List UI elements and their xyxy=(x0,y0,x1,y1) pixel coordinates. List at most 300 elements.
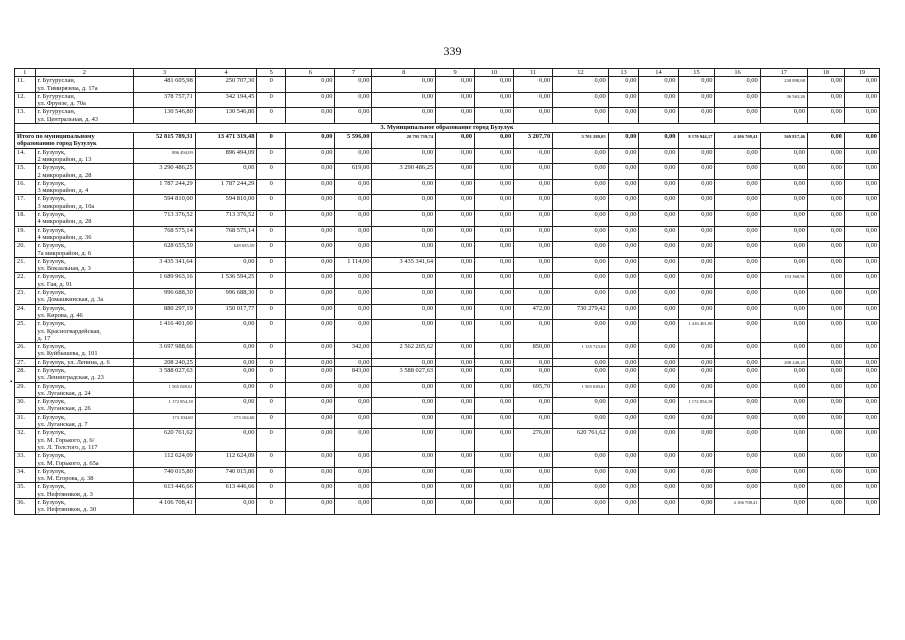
value-cell: 0,00 xyxy=(195,366,257,382)
value-cell: 0,00 xyxy=(608,429,639,452)
column-number: 1 xyxy=(15,69,36,77)
table-row xyxy=(15,164,880,180)
total-value: 20 795 719,74 xyxy=(372,133,436,149)
value-cell: 0,00 xyxy=(372,382,436,398)
value-cell: 0,00 xyxy=(286,226,335,242)
row-number: 34. xyxy=(15,467,36,483)
value-cell: 1 114,00 xyxy=(335,257,372,273)
value-cell: 0,00 xyxy=(715,242,760,258)
row-number: 23. xyxy=(15,289,36,305)
value-cell: 0,00 xyxy=(335,226,372,242)
value-cell: 0,00 xyxy=(475,273,514,289)
value-cell: 0,00 xyxy=(715,398,760,414)
table-row xyxy=(15,77,880,93)
value-cell: 0 xyxy=(257,195,286,211)
value-cell: 0,00 xyxy=(475,398,514,414)
value-cell: 0,00 xyxy=(807,273,844,289)
value-cell: 1 787 244,29 xyxy=(195,179,257,195)
value-cell: 3 290 486,25 xyxy=(372,164,436,180)
value-cell: 0 xyxy=(257,211,286,227)
value-cell: 0,00 xyxy=(372,320,436,343)
value-cell: 0,00 xyxy=(608,273,639,289)
row-number: 26. xyxy=(15,343,36,359)
value-cell: 0,00 xyxy=(639,382,678,398)
column-number: 2 xyxy=(35,69,134,77)
value-cell: 0,00 xyxy=(553,289,608,305)
value-cell: 1 172 854,18 xyxy=(134,398,196,414)
value-cell: 0,00 xyxy=(844,164,879,180)
total-value: 0,00 xyxy=(286,133,335,149)
value-cell: 0,00 xyxy=(436,398,475,414)
value-cell: 0,00 xyxy=(608,195,639,211)
value-cell: 0,00 xyxy=(760,429,807,452)
total-value: 0,00 xyxy=(475,133,514,149)
value-cell: 0,00 xyxy=(844,257,879,273)
value-cell: 0 xyxy=(257,289,286,305)
address-cell xyxy=(35,92,134,108)
table-row xyxy=(15,179,880,195)
value-cell: 0,00 xyxy=(335,148,372,164)
value-cell: 0,00 xyxy=(760,366,807,382)
address-line: г. Бузулук, xyxy=(37,257,66,265)
value-cell: 0,00 xyxy=(372,77,436,93)
value-cell: 0,00 xyxy=(553,164,608,180)
value-cell: 0,00 xyxy=(715,382,760,398)
value-cell: 0,00 xyxy=(286,413,335,429)
value-cell: 0,00 xyxy=(678,429,715,452)
address-cell xyxy=(35,382,134,398)
value-cell: 0,00 xyxy=(286,467,335,483)
value-cell: 0,00 xyxy=(760,211,807,227)
value-cell: 0,00 xyxy=(844,148,879,164)
value-cell: 880 297,19 xyxy=(134,304,196,320)
value-cell: 0,00 xyxy=(553,77,608,93)
value-cell: 0,00 xyxy=(372,429,436,452)
address-line: ул. Фрунзе, д. 70а xyxy=(37,100,86,108)
value-cell: 36 563,26 xyxy=(760,92,807,108)
value-cell: 896 494,09 xyxy=(134,148,196,164)
value-cell: 0,00 xyxy=(844,413,879,429)
value-cell: 0,00 xyxy=(286,242,335,258)
row-number: 29. xyxy=(15,382,36,398)
value-cell: 0 xyxy=(257,398,286,414)
value-cell: 0,00 xyxy=(195,164,257,180)
address-line: 3 микрорайон, д. 10а xyxy=(37,202,95,210)
table-row xyxy=(15,148,880,164)
value-cell: 594 810,00 xyxy=(134,195,196,211)
value-cell: 0,00 xyxy=(436,483,475,499)
value-cell: 0,00 xyxy=(639,179,678,195)
value-cell: 0,00 xyxy=(372,304,436,320)
value-cell: 0,00 xyxy=(807,77,844,93)
total-value: 4 106 708,41 xyxy=(715,133,760,149)
value-cell: 0,00 xyxy=(372,226,436,242)
value-cell: 0,00 xyxy=(678,92,715,108)
value-cell: 619,00 xyxy=(335,164,372,180)
value-cell: 0,00 xyxy=(639,499,678,515)
value-cell: 0,00 xyxy=(372,92,436,108)
value-cell: 0,00 xyxy=(195,382,257,398)
value-cell: 0,00 xyxy=(844,499,879,515)
table-row xyxy=(15,358,880,366)
row-number: 31. xyxy=(15,413,36,429)
total-label-line: Итого по муниципальному xyxy=(17,133,95,141)
address-line: ул. М. Егорова, д. 38 xyxy=(37,475,94,483)
value-cell: 0,00 xyxy=(335,483,372,499)
row-number: 11. xyxy=(15,77,36,93)
value-cell: 0,00 xyxy=(639,289,678,305)
section-title: 3. Муниципальное образование город Бузулук xyxy=(15,124,880,133)
value-cell: 4 106 708,41 xyxy=(134,499,196,515)
value-cell: 0,00 xyxy=(715,195,760,211)
value-cell: 0,00 xyxy=(760,179,807,195)
address-line: ул. Луганская, д. 7 xyxy=(37,421,88,429)
value-cell: 0,00 xyxy=(514,226,553,242)
row-number: 15. xyxy=(15,164,36,180)
address-line: г. Бузулук, xyxy=(37,304,66,312)
value-cell: 0,00 xyxy=(844,452,879,468)
value-cell: 153 368,91 xyxy=(760,273,807,289)
column-number: 16 xyxy=(715,69,760,77)
address-cell xyxy=(35,164,134,180)
value-cell: 0,00 xyxy=(195,499,257,515)
value-cell: 0,00 xyxy=(608,452,639,468)
value-cell: 0,00 xyxy=(715,429,760,452)
value-cell: 0,00 xyxy=(436,366,475,382)
address-line: 3 микрорайон, д. 4 xyxy=(37,187,89,195)
value-cell: 0,00 xyxy=(844,289,879,305)
value-cell: 0,00 xyxy=(553,195,608,211)
address-line: г. Бугуруслан, xyxy=(37,77,76,85)
value-cell: 0,00 xyxy=(475,499,514,515)
value-cell: 0,00 xyxy=(608,398,639,414)
row-number: 16. xyxy=(15,179,36,195)
value-cell: 0,00 xyxy=(436,148,475,164)
value-cell: 0 xyxy=(257,366,286,382)
value-cell: 0,00 xyxy=(335,211,372,227)
value-cell: 0,00 xyxy=(514,499,553,515)
value-cell: 0,00 xyxy=(844,398,879,414)
value-cell: 0 xyxy=(257,92,286,108)
address-line: ул. Луганская, д. 26 xyxy=(37,405,91,413)
value-cell: 0,00 xyxy=(844,242,879,258)
value-cell: 0,00 xyxy=(475,164,514,180)
value-cell: 0,00 xyxy=(844,77,879,93)
value-cell: 0,00 xyxy=(475,366,514,382)
value-cell: 0,00 xyxy=(514,164,553,180)
value-cell: 1 135 723,04 xyxy=(553,343,608,359)
value-cell: 0,00 xyxy=(678,226,715,242)
value-cell: 173 104,60 xyxy=(195,413,257,429)
value-cell: 0,00 xyxy=(372,273,436,289)
value-cell: 0,00 xyxy=(372,108,436,124)
value-cell: 0,00 xyxy=(553,467,608,483)
value-cell: 0,00 xyxy=(436,382,475,398)
total-row xyxy=(15,133,880,149)
row-number: 13. xyxy=(15,108,36,124)
table-row xyxy=(15,343,880,359)
value-cell: 0,00 xyxy=(678,242,715,258)
value-cell: 0,00 xyxy=(436,429,475,452)
address-line: 2 микрорайон, д. 13 xyxy=(37,155,92,163)
section-row xyxy=(15,124,880,133)
page-number: 339 xyxy=(443,44,462,58)
value-cell: 130 546,80 xyxy=(134,108,196,124)
value-cell: 0,00 xyxy=(475,382,514,398)
value-cell: 0,00 xyxy=(760,499,807,515)
value-cell: 0 xyxy=(257,499,286,515)
value-cell: 0 xyxy=(257,164,286,180)
value-cell: 0,00 xyxy=(436,211,475,227)
row-number: 12. xyxy=(15,92,36,108)
value-cell: 0,00 xyxy=(286,148,335,164)
table-row xyxy=(15,108,880,124)
value-cell: 0,00 xyxy=(678,483,715,499)
value-cell: 0,00 xyxy=(608,148,639,164)
value-cell: 0,00 xyxy=(436,195,475,211)
value-cell: 0,00 xyxy=(372,242,436,258)
address-cell xyxy=(35,289,134,305)
value-cell: 0,00 xyxy=(372,499,436,515)
value-cell: 0,00 xyxy=(715,273,760,289)
value-cell: 0,00 xyxy=(286,304,335,320)
value-cell: 0,00 xyxy=(475,320,514,343)
value-cell: 0,00 xyxy=(639,398,678,414)
value-cell: 0 xyxy=(257,343,286,359)
value-cell: 342,00 xyxy=(335,343,372,359)
value-cell: 0,00 xyxy=(807,467,844,483)
address-line: г. Бузулук, xyxy=(37,366,66,374)
value-cell: 0,00 xyxy=(807,289,844,305)
value-cell: 481 605,98 xyxy=(134,77,196,93)
value-cell: 1 565 049,61 xyxy=(553,382,608,398)
address-line: ул. Луганская, д. 24 xyxy=(37,389,91,397)
value-cell: 0,00 xyxy=(760,257,807,273)
table-row xyxy=(15,413,880,429)
value-cell: 0,00 xyxy=(286,108,335,124)
value-cell: 0,00 xyxy=(372,467,436,483)
value-cell: 0,00 xyxy=(715,179,760,195)
value-cell: 378 757,71 xyxy=(134,92,196,108)
value-cell: 0,00 xyxy=(639,108,678,124)
total-value: 569 817,46 xyxy=(760,133,807,149)
value-cell: 0,00 xyxy=(678,304,715,320)
address-cell xyxy=(35,77,134,93)
table-row xyxy=(15,499,880,515)
column-number: 3 xyxy=(134,69,196,77)
address-cell xyxy=(35,148,134,164)
value-cell: 0,00 xyxy=(553,366,608,382)
value-cell: 0,00 xyxy=(639,226,678,242)
value-cell: 628 655,59 xyxy=(195,242,257,258)
value-cell: 0,00 xyxy=(678,452,715,468)
value-cell: 0 xyxy=(257,257,286,273)
value-cell: 0,00 xyxy=(335,242,372,258)
value-cell: 0,00 xyxy=(335,413,372,429)
column-number: 12 xyxy=(553,69,608,77)
value-cell: 0,00 xyxy=(335,382,372,398)
value-cell: 0,00 xyxy=(286,429,335,452)
value-cell: 0,00 xyxy=(475,92,514,108)
value-cell: 0,00 xyxy=(678,195,715,211)
table-row xyxy=(15,366,880,382)
value-cell: 740 015,80 xyxy=(134,467,196,483)
address-line: ул. Тимирязева, д. 17а xyxy=(37,84,98,92)
value-cell: 0,00 xyxy=(807,366,844,382)
value-cell: 0,00 xyxy=(715,413,760,429)
value-cell: 0,00 xyxy=(475,452,514,468)
value-cell: 0,00 xyxy=(715,148,760,164)
value-cell: 0,00 xyxy=(335,398,372,414)
value-cell: 0,00 xyxy=(807,413,844,429)
value-cell: 0 xyxy=(257,382,286,398)
value-cell: 0,00 xyxy=(436,304,475,320)
value-cell: 0,00 xyxy=(639,358,678,366)
value-cell: 0,00 xyxy=(807,483,844,499)
value-cell: 0,00 xyxy=(553,226,608,242)
row-number: 19. xyxy=(15,226,36,242)
row-number: 36. xyxy=(15,499,36,515)
value-cell: 0,00 xyxy=(678,257,715,273)
value-cell: 0,00 xyxy=(372,413,436,429)
value-cell: 0,00 xyxy=(639,320,678,343)
value-cell: 0,00 xyxy=(678,108,715,124)
value-cell: 0,00 xyxy=(553,358,608,366)
value-cell: 0,00 xyxy=(608,164,639,180)
row-number: 14. xyxy=(15,148,36,164)
value-cell: 0,00 xyxy=(639,429,678,452)
value-cell: 0,00 xyxy=(286,289,335,305)
value-cell: 0,00 xyxy=(608,304,639,320)
value-cell: 0,00 xyxy=(475,226,514,242)
row-number: 30. xyxy=(15,398,36,414)
value-cell: 0,00 xyxy=(608,257,639,273)
address-line: г. Бузулук, xyxy=(37,499,66,507)
margin-mark: • xyxy=(10,378,13,386)
value-cell: 0,00 xyxy=(335,429,372,452)
value-cell: 0,00 xyxy=(335,273,372,289)
total-value: 8 170 944,17 xyxy=(678,133,715,149)
value-cell: 0 xyxy=(257,429,286,452)
value-cell: 0 xyxy=(257,77,286,93)
value-cell: 0,00 xyxy=(608,467,639,483)
value-cell: 0,00 xyxy=(436,499,475,515)
value-cell: 0,00 xyxy=(553,398,608,414)
value-cell: 1 172 854,18 xyxy=(678,398,715,414)
address-line: 2 микрорайон, д. 28 xyxy=(37,171,92,179)
value-cell: 0,00 xyxy=(286,483,335,499)
value-cell: 0,00 xyxy=(436,108,475,124)
register-table xyxy=(14,68,880,515)
value-cell: 0,00 xyxy=(715,304,760,320)
value-cell: 3 588 027,63 xyxy=(372,366,436,382)
address-cell xyxy=(35,226,134,242)
value-cell: 0,00 xyxy=(335,289,372,305)
value-cell: 0,00 xyxy=(286,366,335,382)
value-cell: 0,00 xyxy=(372,483,436,499)
value-cell: 1 416 401,00 xyxy=(678,320,715,343)
address-line: ул. Нефтяников, д. 3 xyxy=(37,490,93,498)
value-cell: 0,00 xyxy=(475,343,514,359)
address-cell xyxy=(35,242,134,258)
value-cell: 0,00 xyxy=(844,92,879,108)
value-cell: 0,00 xyxy=(475,257,514,273)
value-cell: 0,00 xyxy=(436,164,475,180)
value-cell: 0,00 xyxy=(639,467,678,483)
value-cell: 843,00 xyxy=(335,366,372,382)
value-cell: 0,00 xyxy=(553,320,608,343)
table-row xyxy=(15,211,880,227)
value-cell: 713 376,52 xyxy=(134,211,196,227)
value-cell: 0,00 xyxy=(715,452,760,468)
value-cell: 0,00 xyxy=(608,343,639,359)
address-cell xyxy=(35,257,134,273)
value-cell: 208 240,25 xyxy=(134,358,196,366)
value-cell: 0,00 xyxy=(807,164,844,180)
address-cell xyxy=(35,429,134,452)
address-cell xyxy=(35,343,134,359)
value-cell: 0,00 xyxy=(475,483,514,499)
table-row xyxy=(15,483,880,499)
value-cell: 768 575,14 xyxy=(134,226,196,242)
value-cell: 0,00 xyxy=(715,164,760,180)
table-row xyxy=(15,320,880,343)
value-cell: 208 240,25 xyxy=(760,358,807,366)
value-cell: 0,00 xyxy=(608,108,639,124)
address-line: г. Бузулук, xyxy=(37,195,66,203)
value-cell: 0,00 xyxy=(553,92,608,108)
column-number: 11 xyxy=(514,69,553,77)
value-cell: 0 xyxy=(257,467,286,483)
value-cell: 0,00 xyxy=(475,211,514,227)
value-cell: 0,00 xyxy=(639,452,678,468)
value-cell: 0,00 xyxy=(475,467,514,483)
value-cell: 0,00 xyxy=(436,273,475,289)
value-cell: 0,00 xyxy=(436,358,475,366)
row-number: 35. xyxy=(15,483,36,499)
value-cell: 0,00 xyxy=(436,77,475,93)
value-cell: 0,00 xyxy=(335,179,372,195)
value-cell: 0,00 xyxy=(514,211,553,227)
address-line: г. Бузулук, xyxy=(37,398,66,406)
value-cell: 0,00 xyxy=(639,304,678,320)
total-value: 0,00 xyxy=(639,133,678,149)
value-cell: 0,00 xyxy=(844,226,879,242)
total-label xyxy=(15,133,134,149)
row-number: 33. xyxy=(15,452,36,468)
value-cell: 1 689 963,16 xyxy=(134,273,196,289)
address-line: ул. Нефтяников, д. 30 xyxy=(37,506,97,514)
value-cell: 0,00 xyxy=(195,429,257,452)
value-cell: 0,00 xyxy=(760,343,807,359)
address-line: 4 микрорайон, д. 36 xyxy=(37,233,92,241)
value-cell: 0,00 xyxy=(639,164,678,180)
total-value: 52 815 789,31 xyxy=(134,133,196,149)
value-cell: 0,00 xyxy=(286,164,335,180)
value-cell: 0,00 xyxy=(475,195,514,211)
column-number: 5 xyxy=(257,69,286,77)
value-cell: 0,00 xyxy=(286,211,335,227)
value-cell: 768 575,14 xyxy=(195,226,257,242)
value-cell: 0,00 xyxy=(844,211,879,227)
value-cell: 613 446,66 xyxy=(134,483,196,499)
value-cell: 0,00 xyxy=(608,413,639,429)
value-cell: 0,00 xyxy=(514,467,553,483)
value-cell: 0,00 xyxy=(286,77,335,93)
value-cell: 0,00 xyxy=(807,382,844,398)
value-cell: 0,00 xyxy=(760,320,807,343)
address-cell xyxy=(35,211,134,227)
